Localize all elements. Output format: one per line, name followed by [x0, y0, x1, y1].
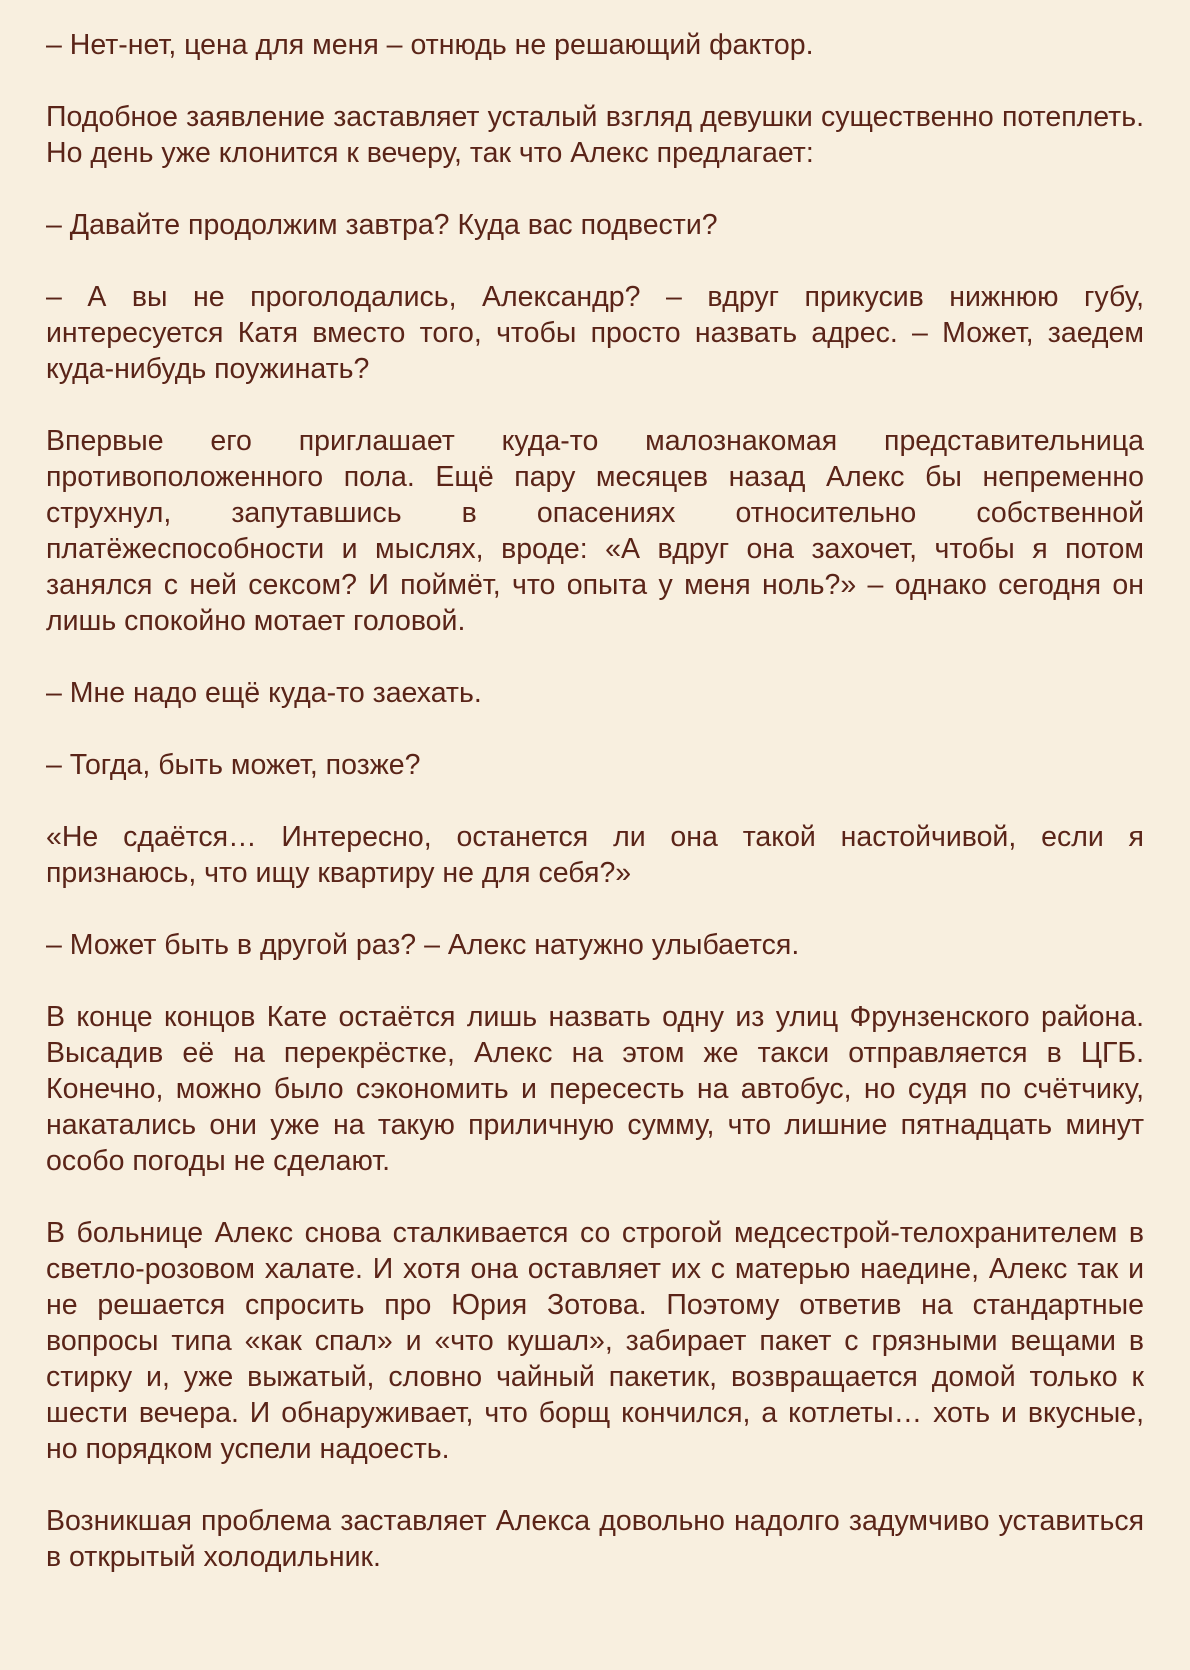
paragraph-10: В конце концов Кате остаётся лишь назвать одну из улиц Фрунзенского района. Высадив её на перекрёстке, Алекс на этом же такси отправляется в ЦГБ. Конечно, можно было сэкономить и пересесть на автобус, но судя по счётчику, накатались они уже на такую приличную сумму, что лишние пятнадцать минут особо погоды не сделают.	[46, 1001, 1144, 1177]
paragraph-5: Впервые его приглашает куда-то малознакомая представительница противоположенного пола. Ещё пару месяцев назад Алекс бы непременно струхнул, запутавшись в опасениях относительно собственной платёжеспособности и мыслях, вроде: «А вдруг она захочет, чтобы я потом занялся с ней сексом? И поймёт, что опыта у меня ноль?» – однако сегодня он лишь спокойно мотает головой.	[46, 425, 1144, 637]
paragraph-1: – Нет-нет, цена для меня – отнюдь не решающий фактор.	[46, 29, 814, 61]
paragraph-7: – Тогда, быть может, позже?	[46, 749, 421, 781]
paragraph-9: – Может быть в другой раз? – Алекс натужно улыбается.	[46, 929, 800, 961]
paragraph-2: Подобное заявление заставляет усталый взгляд девушки существенно потеплеть. Но день уже клонится к вечеру, так что Алекс предлагает:	[46, 101, 1144, 169]
paragraph-12: Возникшая проблема заставляет Алекса довольно надолго задумчиво уставиться в открытый холодильник.	[46, 1505, 1144, 1573]
paragraph-3: – Давайте продолжим завтра? Куда вас подвести?	[46, 209, 718, 241]
paragraph-4: – А вы не проголодались, Александр? – вдруг прикусив нижнюю губу, интересуется Катя вместо того, чтобы просто назвать адрес. – Может, заедем куда-нибудь поужинать?	[46, 281, 1144, 385]
paragraph-6: – Мне надо ещё куда-то заехать.	[46, 677, 482, 709]
paragraph-11: В больнице Алекс снова сталкивается со строгой медсестрой-телохранителем в светло-розовом халате. И хотя она оставляет их с матерью наедине, Алекс так и не решается спросить про Юрия Зотова. Поэтому ответив на стандартные вопросы типа «как спал» и «что кушал», забирает пакет с грязными вещами в стирку и, уже выжатый, словно чайный пакетик, возвращается домой только к шести вечера. И обнаруживает, что борщ кончился, а котлеты… хоть и вкусные, но порядком успели надоесть.	[46, 1217, 1144, 1465]
paragraph-8: «Не сдаётся… Интересно, останется ли она такой настойчивой, если я признаюсь, что ищу квартиру не для себя?»	[46, 821, 1144, 889]
